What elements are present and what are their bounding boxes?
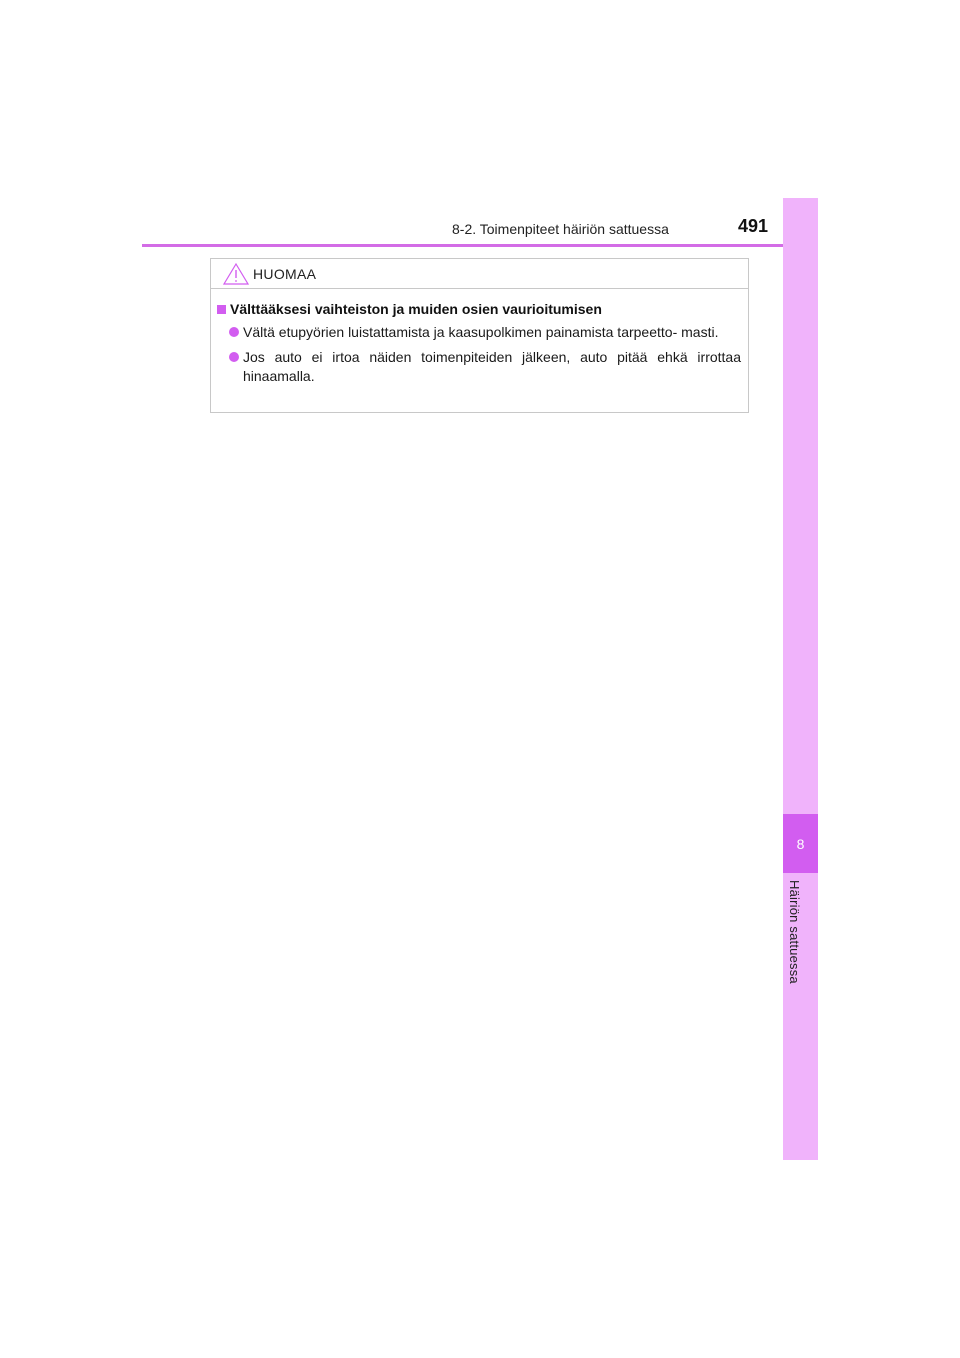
header-divider — [142, 244, 818, 247]
page-number: 491 — [738, 216, 769, 236]
list-item-text: Vältä etupyörien luistattamista ja kaasupolkimen painamista tarpeetto- masti. — [243, 324, 719, 340]
notice-body — [211, 289, 748, 386]
chapter-number-tab: 8 — [783, 814, 818, 873]
chapter-side-tab — [783, 198, 818, 1160]
chapter-title-vertical: Häiriön sattuessa — [787, 880, 802, 984]
list-item — [217, 323, 741, 342]
notice-subheading — [217, 301, 741, 317]
dot-bullet-icon — [229, 327, 239, 337]
square-bullet-icon — [217, 305, 226, 314]
dot-bullet-icon — [229, 352, 239, 362]
subheading-text: Välttääksesi vaihteiston ja muiden osien vaurioitumisen — [230, 301, 602, 317]
section-title: 8-2. Toimenpiteet häiriön sattuessa — [452, 221, 669, 237]
notice-box — [210, 258, 749, 413]
notice-title: HUOMAA — [253, 265, 317, 282]
list-item-text: Jos auto ei irtoa näiden toimenpiteiden jälkeen, auto pitää ehkä irrottaa hinaamalla. — [243, 349, 741, 384]
notice-header — [211, 259, 748, 289]
warning-triangle-icon — [223, 262, 249, 286]
list-item — [217, 348, 741, 386]
